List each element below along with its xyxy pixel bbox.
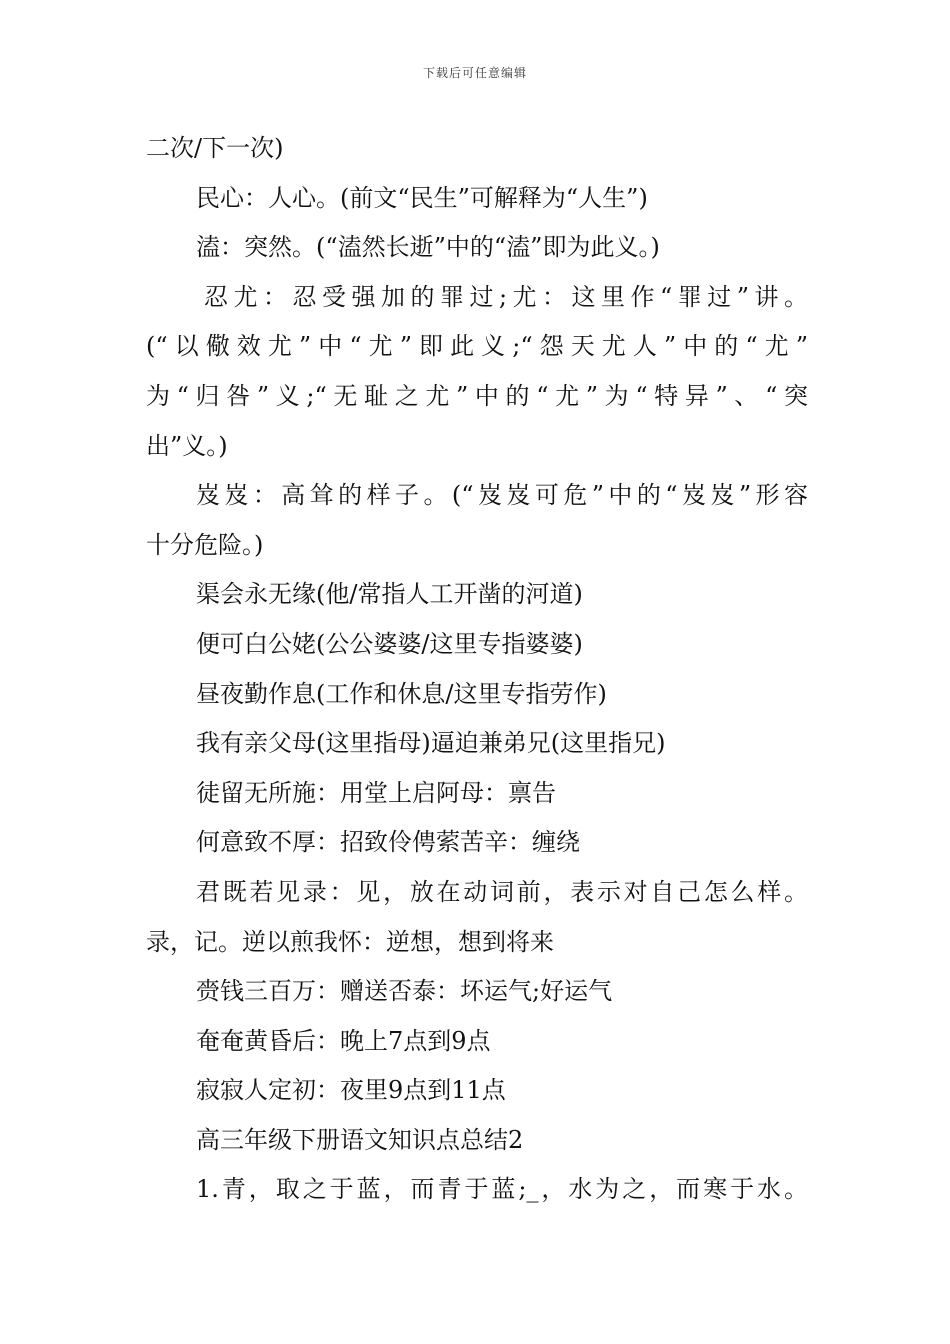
text-line: 何意致不厚：招致伶俜萦苦辛：缠绕 — [196, 828, 580, 857]
text-line: 徒留无所施：用堂上启阿母：禀告 — [196, 778, 556, 807]
text-line: 1.青，取之于蓝，而青于蓝;_，水为之，而寒于水。 — [196, 1175, 808, 1204]
text-line: 为“归咎”义;“无耻之尤”中的“尤”为“特异”、“突 — [146, 381, 808, 410]
text-line: 渠会永无缘(他/常指人工开凿的河道) — [196, 580, 583, 609]
text-line: 奄奄黄昏后：晚上7点到9点 — [196, 1026, 491, 1055]
text-line: 便可白公姥(公公婆婆/这里专指婆婆) — [196, 629, 583, 658]
section-heading: 高三年级下册语文知识点总结2 — [196, 1125, 524, 1154]
text-line: 二次/下一次) — [146, 134, 284, 162]
text-line: 溘：突然。(“溘然长逝”中的“溘”即为此义。) — [196, 233, 660, 262]
text-line: 出”义。) — [146, 431, 228, 460]
text-line: 忍尤：忍受强加的罪过;尤：这里作“罪过”讲。 — [204, 282, 808, 311]
text-line: 民心：人心。(前文“民生”可解释为“人生”) — [196, 183, 648, 212]
text-line: 赍钱三百万：赠送否泰：坏运气;好运气 — [196, 977, 613, 1006]
text-line: 昼夜勤作息(工作和休息/这里专指劳作) — [196, 679, 607, 708]
text-line: 我有亲父母(这里指母)逼迫兼弟兄(这里指兄) — [196, 729, 666, 758]
page-header: 下载后可任意编辑 — [422, 66, 527, 80]
text-line: 岌岌：高耸的样子。(“岌岌可危”中的“岌岌”形容 — [196, 481, 808, 510]
text-line: 录，记。逆以煎我怀：逆想，想到将来 — [146, 927, 554, 956]
text-line: 君既若见录：见，放在动词前，表示对自己怎么样。 — [196, 877, 808, 906]
document-body — [146, 124, 808, 1215]
text-line: 十分危险。) — [146, 530, 264, 559]
text-line: (“以儆效尤”中“尤”即此义;“怨天尤人”中的“尤” — [146, 332, 808, 361]
text-line: 寂寂人定初：夜里9点到11点 — [196, 1076, 506, 1105]
